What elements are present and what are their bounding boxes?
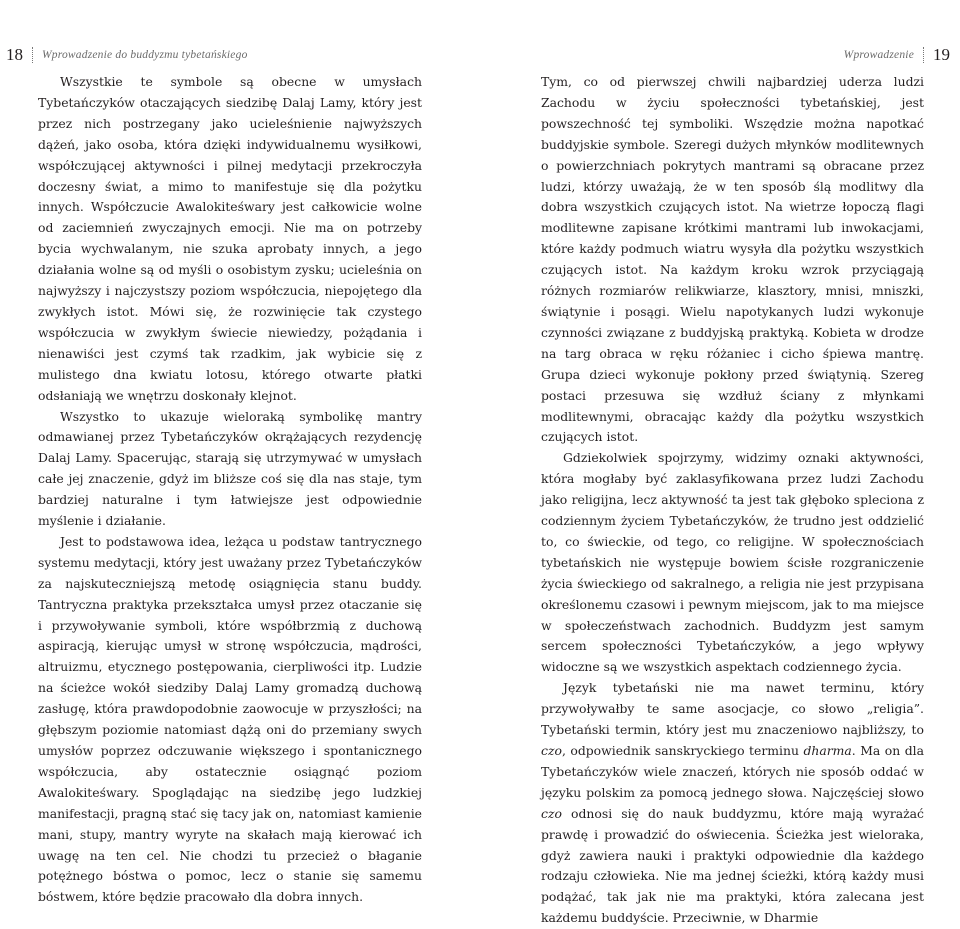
right-page-header: [844, 44, 960, 66]
paragraph-with-terms: [541, 678, 924, 929]
paragraph: Gdziekolwiek spojrzymy, widzimy oznaki aktywności, która mogłaby być zaklasyfikowana przez ludzi Zachodu jako religijna, lecz aktywność ta jest tak głęboko spleciona z codziennym życiem Tybetańczyków, że trudno jest oddzielić to, co świeckie, od tego, co religijne. W społecznościach tybetańskich nie występuje bowiem ścisłe rozgraniczenie życia świeckiego od sakralnego, a religia nie jest przypisana określonemu czasowi i pewnym miejscom, jak to ma miejsce w społeczeństwach zachodnich. Buddyzm jest samym sercem społeczności Tybetańczyków, a jego wpływy widoczne są we wszystkich aspektach codziennego życia.: [541, 450, 924, 675]
paragraph: Tym, co od pierwszej chwili najbardziej uderza ludzi Zachodu w życiu społeczności tybetańskiej, jest powszechność tej symboliki. Wszędzie można napotkać buddyjskie symbole. Szeregi dużych młynków modlitewnych o powierzchniach pokrytych mantrami są obracane przez ludzi, którzy uważają, że w ten sposób ślą modlitwy dla dobra wszystkich czujących istot. Na wietrze łopoczą flagi modlitewne zapisane krótkimi mantrami lub inwokacjami, które każdy podmuch wiatru wysyła dla pożytku wszystkich czujących istot. Na każdym kroku wzrok przyciągają różnych rozmiarów relikwiarze, klasztory, mnisi, mniszki, świątynie i posągi. Wielu napotykanych ludzi wykonuje czynności związane z buddyjską praktyką. Kobieta w drodze na targ obraca w ręku różaniec i cicho śpiewa mantrę. Grupa dzieci wykonuje pokłony przed świątynią. Szereg postaci przesuwa się wzdłuż ściany z młynkami modlitewnymi, obracając każdy dla pożytku wszystkich czujących istot.: [541, 74, 924, 445]
gutter: [479, 0, 480, 754]
header-divider: [32, 47, 33, 63]
left-page-header: [0, 44, 248, 66]
term-dharma: dharma: [803, 743, 852, 758]
text-run: , odpowiednik sanskryckiego terminu: [561, 743, 804, 758]
term-czo: czo: [541, 805, 562, 821]
text-run: odnosi się do nauk buddyzmu, które mają wyrażać prawdę i prowadzić do oświecenia. Ścieżka jest wieloraka, gdyż zawiera nauki i praktyki odpowiednie dla każdego rodzaju człowieka. Nie ma jednej ścieżki, którą każdy musi podążać, tak jak nie ma praktyki, która zalecana jest każdemu buddyście. Przeciwnie, w Dharmie: [541, 805, 924, 926]
left-running-head: Wprowadzenie do buddyzmu tybetańskiego: [42, 49, 248, 61]
right-running-head: Wprowadzenie: [843, 49, 914, 61]
left-page-number: 18: [6, 45, 23, 64]
text-run: . Ma on dla Tybetańczyków wiele znaczeń, których nie sposób oddać w języku polskim za pomocą jednego słowa. Najczęściej słowo: [541, 743, 924, 800]
text-run: Język tybetański nie ma nawet terminu, który przywoływałby te same asocjacje, co słowo „religia”. Tybetański termin, który jest mu znaczeniowo najbliższy, to: [541, 680, 924, 738]
paragraph: Wszystko to ukazuje wieloraką symbolikę mantry odmawianej przez Tybetańczyków okrążających rezydencję Dalaj Lamy. Spacerując, starają się utrzymywać w umysłach całe jej znaczenie, gdyż im bliższe coś się dla nas staje, tym bardziej naturalne i tym łatwiejsze jest odpowiednie myślenie i działanie.: [38, 408, 422, 529]
term-czo: czo: [541, 743, 562, 758]
header-divider: [923, 47, 924, 63]
right-page-text: [541, 72, 924, 929]
right-page-number: 19: [933, 45, 950, 64]
paragraph: Jest to podstawowa idea, leżąca u podstaw tantrycznego systemu medytacji, który jest uważany przez Tybetańczyków za najskuteczniejszą metodę osiągnięcia stanu buddy. Tantryczna praktyka przekształca umysł przez otaczanie się i przywoływanie symboli, które współbrzmią z duchową aspiracją, kierując umysł w stronę współczucia, mądrości, altruizmu, etycznego postępowania, cierpliwości itp. Ludzie na ścieżce wokół siedziby Dalaj Lamy gromadzą duchową zasługę, która prawdopodobnie zaowocuje w przyszłości; na głębszym poziomie natomiast dążą oni do przemiany swych umysłów poprzez odczuwanie większego i spontanicznego współczucia, aby ostatecznie osiągnąć poziom Awalokiteśwary. Spoglądając na siedzibę jego ludzkiej manifestacji, pragną stać się tacy jak on, natomiast kamienie mani, stupy, mantry wyryte na skałach mają kierować ich uwagę na ten cel. Nie chodzi tu przecież o błaganie potężnego bóstwa o pomoc, lecz o stanie się samemu bóstwem, które będzie pracowało dla dobra innych.: [38, 533, 422, 905]
paragraph: Wszystkie te symbole są obecne w umysłach Tybetańczyków otaczających siedzibę Dalaj Lamy, który jest przez nich postrzegany jako ucieleśnienie najwyższych dążeń, jako osoba, która dzięki indywidualnemu wysiłkowi, współczującej aktywności i pilnej medytacji przekroczyła doczesny świat, a mimo to manifestuje się dla pożytku innych. Współczucie Awalokiteśwary jest całkowicie wolne od zaciemnień zwyczajnych emocji. Nie ma on potrzeby bycia wychwalanym, nie szuka aprobaty innych, a jego działania wolne są od myśli o osobistym zysku; ucieleśnia on najwyższy i najczystszy poziom współczucia, niepojętego dla zwykłych istot. Mówi się, że rozwinięcie tak czystego współczucia w zwykłym świecie niewiedzy, pożądania i nienawiści jest czymś tak rzadkim, jak wybicie się z mulistego dna kwiatu lotosu, którego otwarte płatki odsłaniają we wnętrzu doskonały klejnot.: [38, 74, 422, 403]
left-page-text: [38, 72, 422, 908]
